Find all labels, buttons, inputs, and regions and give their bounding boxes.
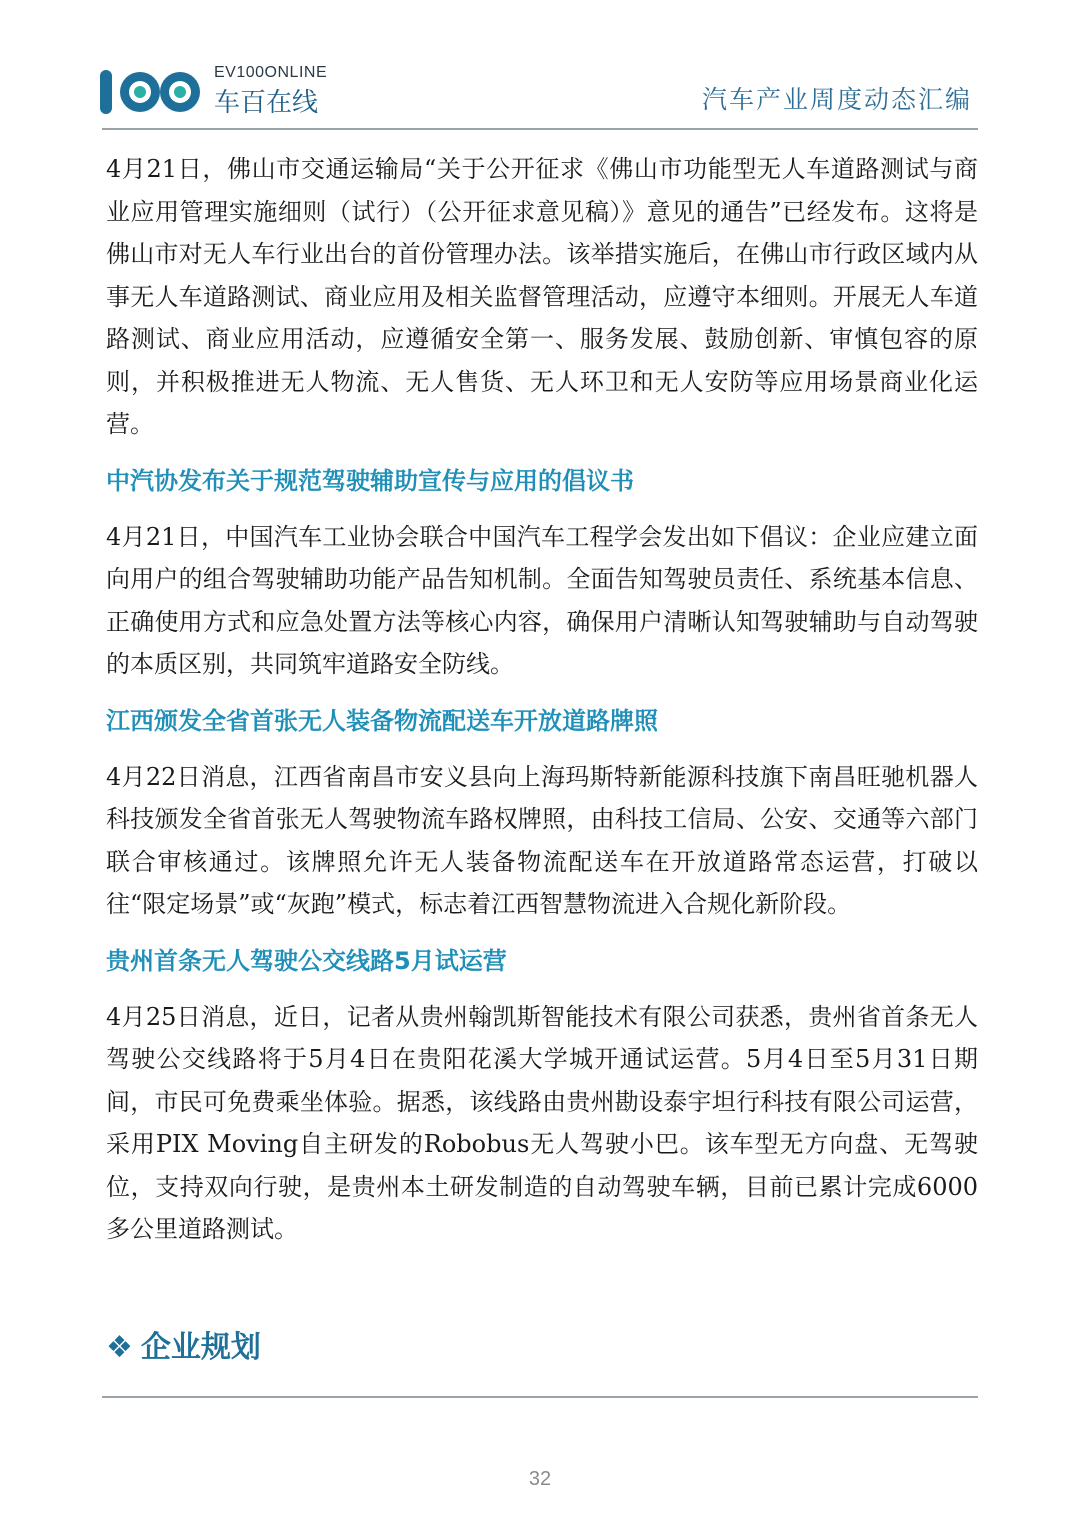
logo-text-en: EV100ONLINE bbox=[214, 64, 328, 81]
article-heading: 中汽协发布关于规范驾驶辅助宣传与应用的倡议书 bbox=[106, 466, 634, 495]
section-title: 企业规划 bbox=[140, 1330, 261, 1365]
logo-mark-icon bbox=[100, 66, 210, 118]
header-divider bbox=[102, 128, 978, 130]
logo-text-cn: 车百在线 bbox=[214, 88, 319, 118]
diamond-bullet-icon: ❖ bbox=[106, 1330, 133, 1365]
article-body: 4月25日消息，近日，记者从贵州翰凯斯智能技术有限公司获悉，贵州省首条无人驾驶公交线路将于5月4日在贵阳花溪大学城开通试运营。5月4日至5月31日期间，市民可免费乘坐体验。据悉，该线路由贵州勘设泰宇坦行科技有限公司运营，采用PIX Moving自主研发的Robobus无人驾驶小巴。该车型无方向盘、无驾驶位，支持双向行驶，是贵州本土研发制造的自动驾驶车辆，目前已累计完成6000多公里道路测试。 bbox=[106, 1002, 978, 1243]
article-body: 4月22日消息，江西省南昌市安义县向上海玛斯特新能源科技旗下南昌旺驰机器人科技颁发全省首张无人驾驶物流车路权牌照，由科技工信局、公安、交通等六部门联合审核通过。该牌照允许无人装备物流配送车在开放道路常态运营，打破以往“限定场景”或“灰跑”模式，标志着江西智慧物流进入合规化新阶段。 bbox=[106, 762, 978, 918]
page-number: 32 bbox=[528, 1468, 552, 1490]
article-heading: 贵州首条无人驾驶公交线路5月试运营 bbox=[106, 946, 507, 975]
page-header bbox=[0, 0, 1080, 130]
article-body: 4月21日，佛山市交通运输局“关于公开征求《佛山市功能型无人车道路测试与商业应用管理实施细则（试行）（公开征求意见稿）》意见的通告”已经发布。这将是佛山市对无人车行业出台的首份管理办法。该举措实施后，在佛山市行政区域内从事无人车道路测试、商业应用及相关监督管理活动，应遵守本细则。开展无人车道路测试、商业应用活动，应遵循安全第一、服务发展、鼓励创新、审慎包容的原则，并积极推进无人物流、无人售货、无人环卫和无人安防等应用场景商业化运营。 bbox=[106, 155, 978, 438]
section-heading bbox=[106, 1322, 261, 1366]
article-body: 4月21日，中国汽车工业协会联合中国汽车工程学会发出如下倡议：企业应建立面向用户的组合驾驶辅助功能产品告知机制。全面告知驾驶员责任、系统基本信息、正确使用方式和应急处置方法等核心内容，确保用户清晰认知驾驶辅助与自动驾驶的本质区别，共同筑牢道路安全防线。 bbox=[106, 522, 978, 678]
article-list bbox=[106, 148, 978, 1251]
document-title: 汽车产业周度动态汇编 bbox=[701, 85, 972, 114]
article-heading: 江西颁发全省首张无人装备物流配送车开放道路牌照 bbox=[106, 706, 658, 735]
footer-divider bbox=[102, 1396, 978, 1398]
logo bbox=[100, 62, 328, 122]
